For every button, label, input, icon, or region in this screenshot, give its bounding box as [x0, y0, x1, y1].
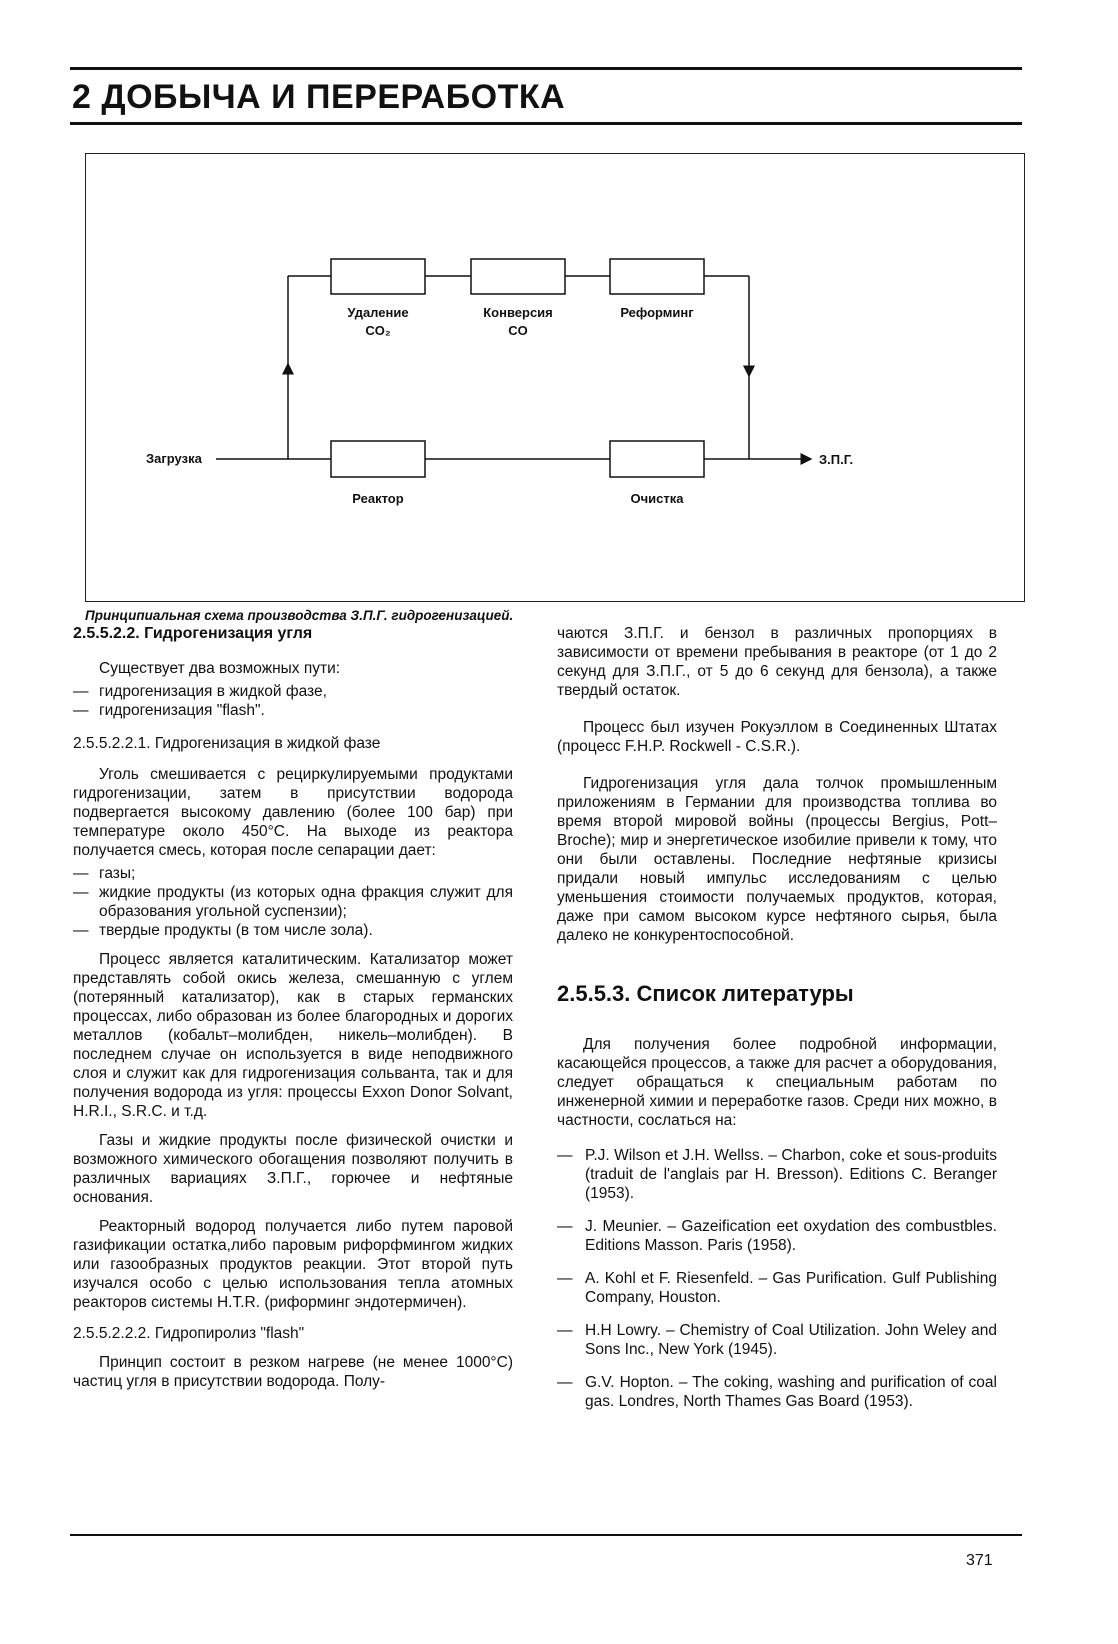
- header-rule-top: [70, 67, 1022, 70]
- reference-text: A. Kohl et F. Riesenfeld. – Gas Purification. Gulf Publishing Company, Houston.: [585, 1270, 997, 1306]
- paragraph: Уголь смешивается с рециркулируемыми продуктами гидрогенизации, затем в присутствии водорода подвергается высокому давлению (более 100 бар) при температуре около 450°C. На выходе из реактора получается смесь, которая после сепарации дает:: [73, 766, 513, 859]
- label-loading: Загрузка: [146, 451, 202, 466]
- list-item: — гидрогенизация "flash".: [73, 701, 513, 720]
- label-co2-removal-1: Удаление: [347, 305, 409, 320]
- label-output: З.П.Г.: [819, 452, 854, 467]
- reference-text: H.H Lowry. – Chemistry of Coal Utilization. John Weley and Sons Inc., New York (1945).: [585, 1322, 997, 1358]
- left-column: [73, 624, 513, 1391]
- intro-text: Существует два возможных пути:: [99, 660, 341, 677]
- reference-item: — H.H Lowry. – Chemistry of Coal Utilization. John Weley and Sons Inc., New York (1945).: [557, 1322, 997, 1358]
- way-1: гидрогенизация в жидкой фазе,: [99, 683, 327, 700]
- heading-2552-2: 2.5.5.2.2. Гидрогенизация угля: [73, 625, 313, 642]
- heading-liquid-phase: 2.5.5.2.2.1. Гидрогенизация в жидкой фазе: [73, 735, 381, 752]
- way-2: гидрогенизация "flash".: [99, 702, 265, 719]
- list-item: — газы;: [73, 864, 513, 883]
- paragraph: чаются З.П.Г. и бензол в различных пропорциях в зависимости от времени пребывания в реакторе (от 1 до 2 секунд для З.П.Г., от 5 до 6 секунд для бензола), а также твердый остаток.: [557, 625, 997, 699]
- reference-text: P.J. Wilson et J.H. Wellss. – Charbon, coke et sous-produits (traduit de l'anglais par H. Bresson). Editions C. Beranger (1953).: [585, 1147, 997, 1202]
- product-3: твердые продукты (в том числе зола).: [99, 922, 373, 939]
- chapter-title: 2 ДОБЫЧА И ПЕРЕРАБОТКА: [72, 78, 566, 116]
- box-reactor: [331, 441, 425, 477]
- paragraph: Процесс является каталитическим. Катализатор может представлять собой окись железа, смешанную с углем (потерянный катализатор), как в старых германских процессах, либо образован из более благородных и дорогих металлов (кобальт–молибден, никель–молибден). В последнем случае он используется в виде неподвижного слоя и служит как для гидрогенизация сольванта, так и для получения водорода из угля: процессы Exxon Donor Solvant, H.R.I., S.R.C. и т.д.: [73, 951, 513, 1120]
- label-reforming: Реформинг: [620, 305, 694, 320]
- paragraph: Реакторный водород получается либо путем паровой газификации остатка,либо паровым рифорфмингом жидких или газообразных продуктов реакции. Этот второй путь изучался особо с целью использования тепла атомных реакторов системы H.T.R. (риформинг эндотермичен).: [73, 1218, 513, 1311]
- reference-text: G.V. Hopton. – The coking, washing and purification of coal gas. Londres, North Thames Gas Board (1953).: [585, 1374, 997, 1410]
- reference-item: — P.J. Wilson et J.H. Wellss. – Charbon, coke et sous-produits (traduit de l'anglais par H. Bresson). Editions C. Beranger (1953).: [557, 1147, 997, 1202]
- label-reactor: Реактор: [352, 491, 404, 506]
- list-item: — твердые продукты (в том числе зола).: [73, 921, 513, 940]
- reference-item: — G.V. Hopton. – The coking, washing and purification of coal gas. Londres, North Thames Gas Board (1953).: [557, 1374, 997, 1410]
- box-cleaning: [610, 441, 704, 477]
- paragraph: Процесс был изучен Рокуэллом в Соединенных Штатах (процесс F.H.P. Rockwell - C.S.R.).: [557, 719, 997, 755]
- paragraph: Газы и жидкие продукты после физической очистки и возможного химического обогащения позволяют получить в различных вариациях З.П.Г., горючее и нефтяные основания.: [73, 1132, 513, 1206]
- label-co2-removal-2: CO₂: [365, 323, 391, 338]
- reference-item: — J. Meunier. – Gazeification eet oxydation des combustbles. Editions Masson. Paris (1958).: [557, 1218, 997, 1254]
- list-item: — жидкие продукты (из которых одна фракция служит для образования угольной суспензии);: [73, 884, 513, 920]
- reference-item: — A. Kohl et F. Riesenfeld. – Gas Purification. Gulf Publishing Company, Houston.: [557, 1270, 997, 1306]
- heading-flash: 2.5.5.2.2.2. Гидропиролиз "flash": [73, 1325, 305, 1342]
- figure-caption: Принципиальная схема производства З.П.Г. гидрогенизацией.: [85, 608, 514, 623]
- header-rule-bottom: [70, 122, 1022, 125]
- list-item: — гидрогенизация в жидкой фазе,: [73, 682, 513, 701]
- process-diagram: [85, 153, 1025, 602]
- product-2: жидкие продукты (из которых одна фракция служит для образования угольной суспензии);: [99, 884, 513, 920]
- footer-rule: [70, 1534, 1022, 1536]
- paragraph: Гидрогенизация угля дала толчок промышленным приложениям в Германии для производства топлива во время второй мировой войны (процессы Bergius, Pott–Broche); мир и энергетическое изобилие привели к тому, что они были оставлены. Последние нефтяные кризисы придали новый импульс исследованиям с целью уменьшения стоимости получаемых продуктов, которая, даже при самом высоком курсе нефтяного сырья, была далеко не конкурентоспособной.: [557, 775, 997, 944]
- process-diagram-svg: [86, 154, 1026, 603]
- label-co-conversion-1: Конверсия: [483, 305, 553, 320]
- reference-text: J. Meunier. – Gazeification eet oxydation des combustbles. Editions Masson. Paris (1958).: [585, 1218, 997, 1254]
- heading-references: 2.5.5.3. Список литературы: [557, 981, 854, 1006]
- right-column: [557, 624, 997, 1411]
- box-reforming: [610, 259, 704, 294]
- paragraph: Для получения более подробной информации, касающейся процессов, а также для расчет а оборудования, следует обращаться к специальным работам по инженерной химии и переработке газов. Среди них можно, в частности, сослаться на:: [557, 1036, 997, 1129]
- box-co2-removal: [331, 259, 425, 294]
- page-number: 371: [966, 1552, 993, 1569]
- product-1: газы;: [99, 865, 136, 882]
- label-co-conversion-2: CO: [508, 323, 528, 338]
- box-co-conversion: [471, 259, 565, 294]
- paragraph: Принцип состоит в резком нагреве (не менее 1000°C) частиц угля в присутствии водорода. Полу-: [73, 1354, 513, 1390]
- label-cleaning: Очистка: [630, 491, 684, 506]
